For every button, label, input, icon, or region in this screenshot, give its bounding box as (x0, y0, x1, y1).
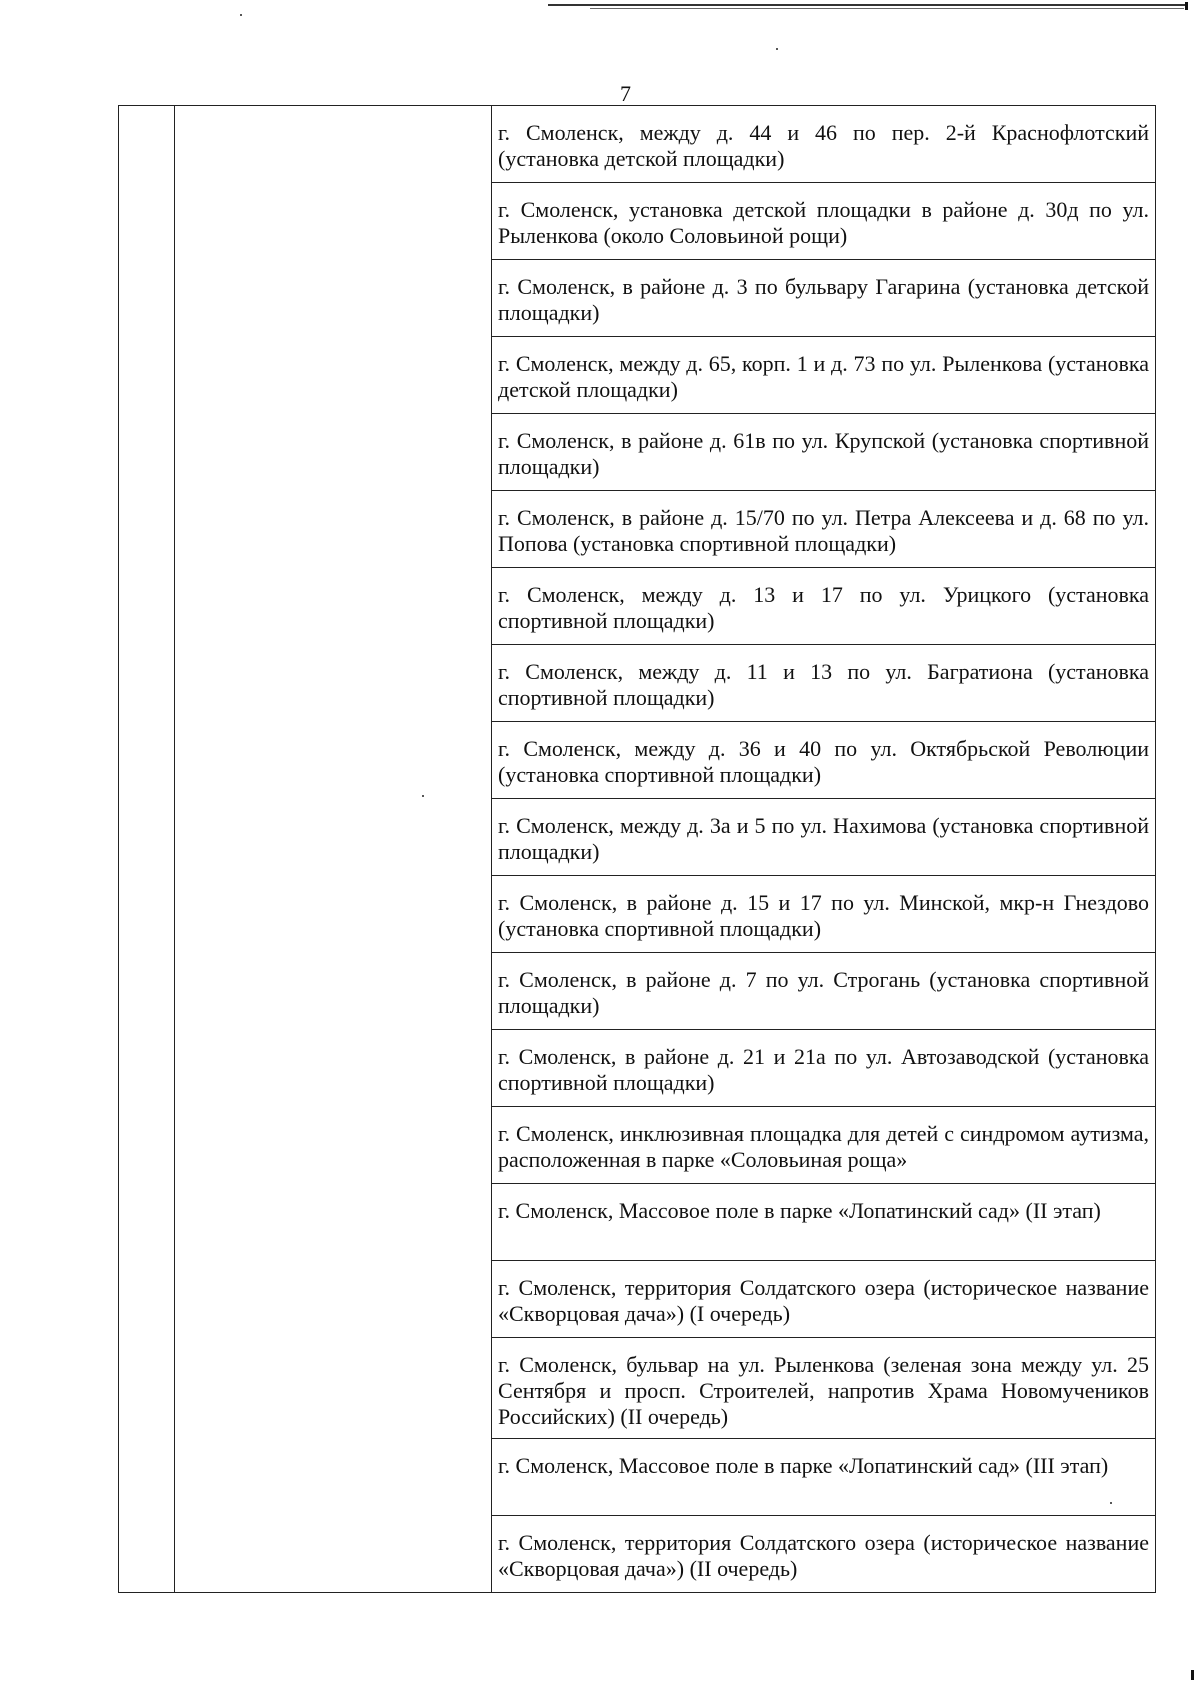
address-text: г. Смоленск, территория Солдатского озера (историческое название «Скворцовая дача») (II очередь) (498, 1530, 1149, 1581)
table-cell-address (492, 799, 1156, 876)
table-cell-address (492, 953, 1156, 1030)
address-text: г. Смоленск, между д. 3а и 5 по ул. Нахимова (установка спортивной площадки) (498, 813, 1149, 864)
address-text: г. Смоленск, между д. 11 и 13 по ул. Багратиона (установка спортивной площадки) (498, 659, 1149, 710)
address-text: г. Смоленск, бульвар на ул. Рыленкова (зеленая зона между ул. 25 Сентября и просп. Строителей, напротив Храма Новомучеников Российских) (II очередь) (498, 1352, 1149, 1429)
table-cell-address (492, 414, 1156, 491)
scan-top-line (548, 4, 1188, 6)
address-text: г. Смоленск, Массовое поле в парке «Лопатинский сад» (III этап) (498, 1453, 1109, 1478)
table-cell-address (492, 1261, 1156, 1338)
table-cell-address (492, 1107, 1156, 1184)
scan-speck (240, 14, 242, 16)
table-cell-name-column (175, 106, 492, 1593)
scan-speck (776, 48, 778, 50)
table-cell-address (492, 1184, 1156, 1261)
table-cell-address (492, 645, 1156, 722)
address-text: г. Смоленск, между д. 44 и 46 по пер. 2-й Краснофлотский (установка детской площадки) (498, 120, 1149, 171)
address-text: г. Смоленск, в районе д. 61в по ул. Крупской (установка спортивной площадки) (498, 428, 1149, 479)
objects-table (118, 105, 1156, 1593)
address-text: г. Смоленск, территория Солдатского озера (историческое название «Скворцовая дача») (I очередь) (498, 1275, 1149, 1326)
address-text: г. Смоленск, в районе д. 3 по бульвару Гагарина (установка детской площадки) (498, 274, 1149, 325)
address-text: г. Смоленск, между д. 36 и 40 по ул. Октябрьской Революции (установка спортивной площадки) (498, 736, 1149, 787)
address-text: г. Смоленск, в районе д. 15 и 17 по ул. Минской, мкр-н Гнездово (установка спортивной площадки) (498, 890, 1149, 941)
table-cell-address (492, 1516, 1156, 1593)
table-cell-address (492, 876, 1156, 953)
table-cell-address (492, 260, 1156, 337)
table-cell-address (492, 491, 1156, 568)
scan-top-mark (1185, 2, 1188, 10)
table-cell-address (492, 183, 1156, 260)
table-cell-address (492, 106, 1156, 183)
address-text: г. Смоленск, инклюзивная площадка для детей с синдромом аутизма, расположенная в парке «Соловьиная роща» (498, 1121, 1149, 1172)
address-text: г. Смоленск, между д. 65, корп. 1 и д. 73 по ул. Рыленкова (установка детской площадки) (498, 351, 1149, 402)
table-cell-address (492, 1338, 1156, 1439)
table-cell-number-column (119, 106, 175, 1593)
address-text: г. Смоленск, установка детской площадки в районе д. 30д по ул. Рыленкова (около Соловьиной рощи) (498, 197, 1149, 248)
table-cell-address (492, 1439, 1156, 1516)
table-cell-address (492, 337, 1156, 414)
table-cell-address (492, 722, 1156, 799)
address-text: г. Смоленск, Массовое поле в парке «Лопатинский сад» (II этап) (498, 1198, 1101, 1223)
scan-bottom-mark (1191, 1670, 1194, 1680)
address-text: г. Смоленск, в районе д. 15/70 по ул. Петра Алексеева и д. 68 по ул. Попова (установка спортивной площадки) (498, 505, 1149, 556)
table-cell-address (492, 568, 1156, 645)
address-text: г. Смоленск, в районе д. 7 по ул. Строгань (установка спортивной площадки) (498, 967, 1149, 1018)
table-row (119, 106, 1156, 183)
page-number: 7 (620, 81, 631, 106)
table-cell-address (492, 1030, 1156, 1107)
address-text: г. Смоленск, в районе д. 21 и 21а по ул. Автозаводской (установка спортивной площадки) (498, 1044, 1149, 1095)
address-text: г. Смоленск, между д. 13 и 17 по ул. Урицкого (установка спортивной площадки) (498, 582, 1149, 633)
scan-top-line-secondary (590, 8, 1184, 9)
